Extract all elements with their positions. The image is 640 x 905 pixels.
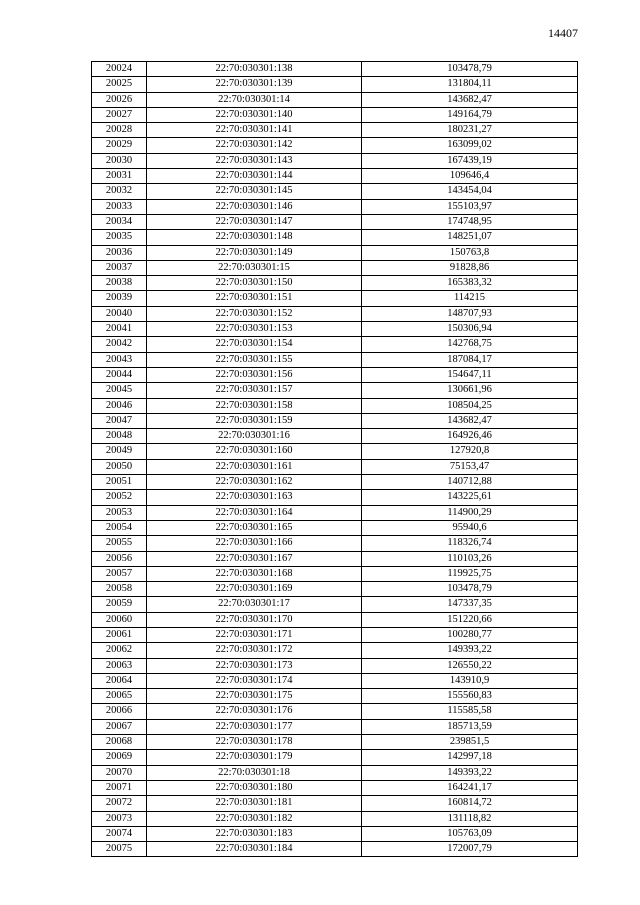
cadastral-number-cell: 22:70:030301:149 bbox=[147, 245, 362, 260]
row-number-cell: 20039 bbox=[92, 291, 147, 306]
value-cell: 142768,75 bbox=[362, 337, 578, 352]
value-cell: 149164,79 bbox=[362, 107, 578, 122]
registry-table-body bbox=[92, 62, 578, 857]
value-cell: 174748,95 bbox=[362, 214, 578, 229]
cadastral-number-cell: 22:70:030301:158 bbox=[147, 398, 362, 413]
value-cell: 103478,79 bbox=[362, 582, 578, 597]
value-cell: 165383,32 bbox=[362, 276, 578, 291]
table-row bbox=[92, 811, 578, 826]
row-number-cell: 20063 bbox=[92, 658, 147, 673]
row-number-cell: 20027 bbox=[92, 107, 147, 122]
cadastral-number-cell: 22:70:030301:147 bbox=[147, 214, 362, 229]
row-number-cell: 20053 bbox=[92, 505, 147, 520]
cadastral-number-cell: 22:70:030301:15 bbox=[147, 260, 362, 275]
value-cell: 185713,59 bbox=[362, 719, 578, 734]
row-number-cell: 20072 bbox=[92, 796, 147, 811]
row-number-cell: 20043 bbox=[92, 352, 147, 367]
value-cell: 109646,4 bbox=[362, 169, 578, 184]
value-cell: 127920,8 bbox=[362, 444, 578, 459]
cadastral-number-cell: 22:70:030301:157 bbox=[147, 383, 362, 398]
row-number-cell: 20048 bbox=[92, 429, 147, 444]
cadastral-number-cell: 22:70:030301:164 bbox=[147, 505, 362, 520]
value-cell: 75153,47 bbox=[362, 459, 578, 474]
value-cell: 155560,83 bbox=[362, 689, 578, 704]
cadastral-number-cell: 22:70:030301:16 bbox=[147, 429, 362, 444]
value-cell: 154647,11 bbox=[362, 367, 578, 382]
value-cell: 163099,02 bbox=[362, 138, 578, 153]
table-row bbox=[92, 260, 578, 275]
value-cell: 119925,75 bbox=[362, 566, 578, 581]
cadastral-number-cell: 22:70:030301:169 bbox=[147, 582, 362, 597]
value-cell: 143682,47 bbox=[362, 413, 578, 428]
value-cell: 114215 bbox=[362, 291, 578, 306]
cadastral-number-cell: 22:70:030301:14 bbox=[147, 92, 362, 107]
row-number-cell: 20051 bbox=[92, 475, 147, 490]
table-row bbox=[92, 276, 578, 291]
row-number-cell: 20052 bbox=[92, 490, 147, 505]
value-cell: 118326,74 bbox=[362, 536, 578, 551]
cadastral-number-cell: 22:70:030301:143 bbox=[147, 153, 362, 168]
row-number-cell: 20071 bbox=[92, 780, 147, 795]
cadastral-number-cell: 22:70:030301:144 bbox=[147, 169, 362, 184]
table-row bbox=[92, 643, 578, 658]
value-cell: 155103,97 bbox=[362, 199, 578, 214]
table-row bbox=[92, 582, 578, 597]
value-cell: 110103,26 bbox=[362, 551, 578, 566]
cadastral-number-cell: 22:70:030301:150 bbox=[147, 276, 362, 291]
value-cell: 150306,94 bbox=[362, 322, 578, 337]
cadastral-number-cell: 22:70:030301:153 bbox=[147, 322, 362, 337]
row-number-cell: 20033 bbox=[92, 199, 147, 214]
value-cell: 140712,88 bbox=[362, 475, 578, 490]
row-number-cell: 20028 bbox=[92, 123, 147, 138]
table-row bbox=[92, 138, 578, 153]
row-number-cell: 20041 bbox=[92, 322, 147, 337]
row-number-cell: 20074 bbox=[92, 826, 147, 841]
table-row bbox=[92, 184, 578, 199]
row-number-cell: 20026 bbox=[92, 92, 147, 107]
value-cell: 91828,86 bbox=[362, 260, 578, 275]
table-row bbox=[92, 62, 578, 77]
value-cell: 148251,07 bbox=[362, 230, 578, 245]
table-row bbox=[92, 597, 578, 612]
cadastral-number-cell: 22:70:030301:172 bbox=[147, 643, 362, 658]
table-row bbox=[92, 367, 578, 382]
cadastral-number-cell: 22:70:030301:167 bbox=[147, 551, 362, 566]
row-number-cell: 20055 bbox=[92, 536, 147, 551]
cadastral-number-cell: 22:70:030301:173 bbox=[147, 658, 362, 673]
cadastral-number-cell: 22:70:030301:178 bbox=[147, 735, 362, 750]
row-number-cell: 20032 bbox=[92, 184, 147, 199]
row-number-cell: 20067 bbox=[92, 719, 147, 734]
cadastral-number-cell: 22:70:030301:176 bbox=[147, 704, 362, 719]
row-number-cell: 20068 bbox=[92, 735, 147, 750]
row-number-cell: 20049 bbox=[92, 444, 147, 459]
table-row bbox=[92, 842, 578, 857]
value-cell: 114900,29 bbox=[362, 505, 578, 520]
value-cell: 108504,25 bbox=[362, 398, 578, 413]
row-number-cell: 20024 bbox=[92, 62, 147, 77]
value-cell: 143454,04 bbox=[362, 184, 578, 199]
cadastral-number-cell: 22:70:030301:183 bbox=[147, 826, 362, 841]
registry-table bbox=[91, 61, 578, 857]
table-row bbox=[92, 520, 578, 535]
row-number-cell: 20059 bbox=[92, 597, 147, 612]
row-number-cell: 20060 bbox=[92, 612, 147, 627]
row-number-cell: 20038 bbox=[92, 276, 147, 291]
table-row bbox=[92, 153, 578, 168]
table-row bbox=[92, 429, 578, 444]
row-number-cell: 20069 bbox=[92, 750, 147, 765]
row-number-cell: 20035 bbox=[92, 230, 147, 245]
table-row bbox=[92, 673, 578, 688]
table-row bbox=[92, 627, 578, 642]
table-row bbox=[92, 352, 578, 367]
cadastral-number-cell: 22:70:030301:152 bbox=[147, 306, 362, 321]
cadastral-number-cell: 22:70:030301:177 bbox=[147, 719, 362, 734]
table-row bbox=[92, 337, 578, 352]
table-row bbox=[92, 306, 578, 321]
cadastral-number-cell: 22:70:030301:170 bbox=[147, 612, 362, 627]
table-row bbox=[92, 490, 578, 505]
value-cell: 115585,58 bbox=[362, 704, 578, 719]
row-number-cell: 20050 bbox=[92, 459, 147, 474]
table-row bbox=[92, 77, 578, 92]
table-row bbox=[92, 765, 578, 780]
cadastral-number-cell: 22:70:030301:180 bbox=[147, 780, 362, 795]
cadastral-number-cell: 22:70:030301:175 bbox=[147, 689, 362, 704]
page-number: 14407 bbox=[548, 26, 578, 40]
table-row bbox=[92, 826, 578, 841]
cadastral-number-cell: 22:70:030301:171 bbox=[147, 627, 362, 642]
table-row bbox=[92, 658, 578, 673]
row-number-cell: 20030 bbox=[92, 153, 147, 168]
value-cell: 131118,82 bbox=[362, 811, 578, 826]
row-number-cell: 20075 bbox=[92, 842, 147, 857]
table-row bbox=[92, 475, 578, 490]
table-row bbox=[92, 92, 578, 107]
cadastral-number-cell: 22:70:030301:139 bbox=[147, 77, 362, 92]
table-row bbox=[92, 230, 578, 245]
table-row bbox=[92, 536, 578, 551]
table-row bbox=[92, 444, 578, 459]
value-cell: 100280,77 bbox=[362, 627, 578, 642]
table-row bbox=[92, 398, 578, 413]
cadastral-number-cell: 22:70:030301:161 bbox=[147, 459, 362, 474]
value-cell: 180231,27 bbox=[362, 123, 578, 138]
value-cell: 130661,96 bbox=[362, 383, 578, 398]
value-cell: 151220,66 bbox=[362, 612, 578, 627]
value-cell: 149393,22 bbox=[362, 643, 578, 658]
table-row bbox=[92, 413, 578, 428]
row-number-cell: 20066 bbox=[92, 704, 147, 719]
row-number-cell: 20070 bbox=[92, 765, 147, 780]
value-cell: 187084,17 bbox=[362, 352, 578, 367]
value-cell: 164926,46 bbox=[362, 429, 578, 444]
table-row bbox=[92, 107, 578, 122]
row-number-cell: 20044 bbox=[92, 367, 147, 382]
value-cell: 142997,18 bbox=[362, 750, 578, 765]
cadastral-number-cell: 22:70:030301:159 bbox=[147, 413, 362, 428]
table-row bbox=[92, 735, 578, 750]
table-row bbox=[92, 796, 578, 811]
value-cell: 150763,8 bbox=[362, 245, 578, 260]
row-number-cell: 20025 bbox=[92, 77, 147, 92]
cadastral-number-cell: 22:70:030301:165 bbox=[147, 520, 362, 535]
table-row bbox=[92, 704, 578, 719]
value-cell: 160814,72 bbox=[362, 796, 578, 811]
value-cell: 143682,47 bbox=[362, 92, 578, 107]
table-row bbox=[92, 612, 578, 627]
cadastral-number-cell: 22:70:030301:162 bbox=[147, 475, 362, 490]
value-cell: 103478,79 bbox=[362, 62, 578, 77]
cadastral-number-cell: 22:70:030301:148 bbox=[147, 230, 362, 245]
row-number-cell: 20045 bbox=[92, 383, 147, 398]
table-row bbox=[92, 459, 578, 474]
cadastral-number-cell: 22:70:030301:163 bbox=[147, 490, 362, 505]
cadastral-number-cell: 22:70:030301:18 bbox=[147, 765, 362, 780]
row-number-cell: 20064 bbox=[92, 673, 147, 688]
cadastral-number-cell: 22:70:030301:181 bbox=[147, 796, 362, 811]
table-row bbox=[92, 551, 578, 566]
cadastral-number-cell: 22:70:030301:142 bbox=[147, 138, 362, 153]
value-cell: 149393,22 bbox=[362, 765, 578, 780]
value-cell: 239851,5 bbox=[362, 735, 578, 750]
cadastral-number-cell: 22:70:030301:182 bbox=[147, 811, 362, 826]
row-number-cell: 20065 bbox=[92, 689, 147, 704]
table-row bbox=[92, 383, 578, 398]
row-number-cell: 20046 bbox=[92, 398, 147, 413]
row-number-cell: 20054 bbox=[92, 520, 147, 535]
cadastral-number-cell: 22:70:030301:151 bbox=[147, 291, 362, 306]
value-cell: 95940,6 bbox=[362, 520, 578, 535]
value-cell: 164241,17 bbox=[362, 780, 578, 795]
value-cell: 126550,22 bbox=[362, 658, 578, 673]
row-number-cell: 20047 bbox=[92, 413, 147, 428]
row-number-cell: 20062 bbox=[92, 643, 147, 658]
cadastral-number-cell: 22:70:030301:154 bbox=[147, 337, 362, 352]
table-row bbox=[92, 750, 578, 765]
cadastral-number-cell: 22:70:030301:155 bbox=[147, 352, 362, 367]
cadastral-number-cell: 22:70:030301:17 bbox=[147, 597, 362, 612]
value-cell: 143225,61 bbox=[362, 490, 578, 505]
row-number-cell: 20040 bbox=[92, 306, 147, 321]
value-cell: 143910,9 bbox=[362, 673, 578, 688]
cadastral-number-cell: 22:70:030301:160 bbox=[147, 444, 362, 459]
row-number-cell: 20057 bbox=[92, 566, 147, 581]
cadastral-number-cell: 22:70:030301:141 bbox=[147, 123, 362, 138]
cadastral-number-cell: 22:70:030301:138 bbox=[147, 62, 362, 77]
table-row bbox=[92, 291, 578, 306]
table-row bbox=[92, 199, 578, 214]
value-cell: 167439,19 bbox=[362, 153, 578, 168]
table-row bbox=[92, 780, 578, 795]
value-cell: 172007,79 bbox=[362, 842, 578, 857]
cadastral-number-cell: 22:70:030301:140 bbox=[147, 107, 362, 122]
table-row bbox=[92, 566, 578, 581]
cadastral-number-cell: 22:70:030301:168 bbox=[147, 566, 362, 581]
cadastral-number-cell: 22:70:030301:166 bbox=[147, 536, 362, 551]
row-number-cell: 20034 bbox=[92, 214, 147, 229]
cadastral-number-cell: 22:70:030301:146 bbox=[147, 199, 362, 214]
row-number-cell: 20031 bbox=[92, 169, 147, 184]
row-number-cell: 20042 bbox=[92, 337, 147, 352]
cadastral-number-cell: 22:70:030301:174 bbox=[147, 673, 362, 688]
table-row bbox=[92, 214, 578, 229]
cadastral-number-cell: 22:70:030301:179 bbox=[147, 750, 362, 765]
value-cell: 147337,35 bbox=[362, 597, 578, 612]
table-row bbox=[92, 245, 578, 260]
cadastral-number-cell: 22:70:030301:145 bbox=[147, 184, 362, 199]
table-row bbox=[92, 123, 578, 138]
table-row bbox=[92, 505, 578, 520]
table-row bbox=[92, 169, 578, 184]
value-cell: 105763,09 bbox=[362, 826, 578, 841]
row-number-cell: 20036 bbox=[92, 245, 147, 260]
cadastral-number-cell: 22:70:030301:156 bbox=[147, 367, 362, 382]
row-number-cell: 20037 bbox=[92, 260, 147, 275]
table-row bbox=[92, 689, 578, 704]
cadastral-number-cell: 22:70:030301:184 bbox=[147, 842, 362, 857]
value-cell: 148707,93 bbox=[362, 306, 578, 321]
value-cell: 131804,11 bbox=[362, 77, 578, 92]
row-number-cell: 20029 bbox=[92, 138, 147, 153]
row-number-cell: 20058 bbox=[92, 582, 147, 597]
table-row bbox=[92, 719, 578, 734]
row-number-cell: 20061 bbox=[92, 627, 147, 642]
row-number-cell: 20073 bbox=[92, 811, 147, 826]
row-number-cell: 20056 bbox=[92, 551, 147, 566]
table-row bbox=[92, 322, 578, 337]
